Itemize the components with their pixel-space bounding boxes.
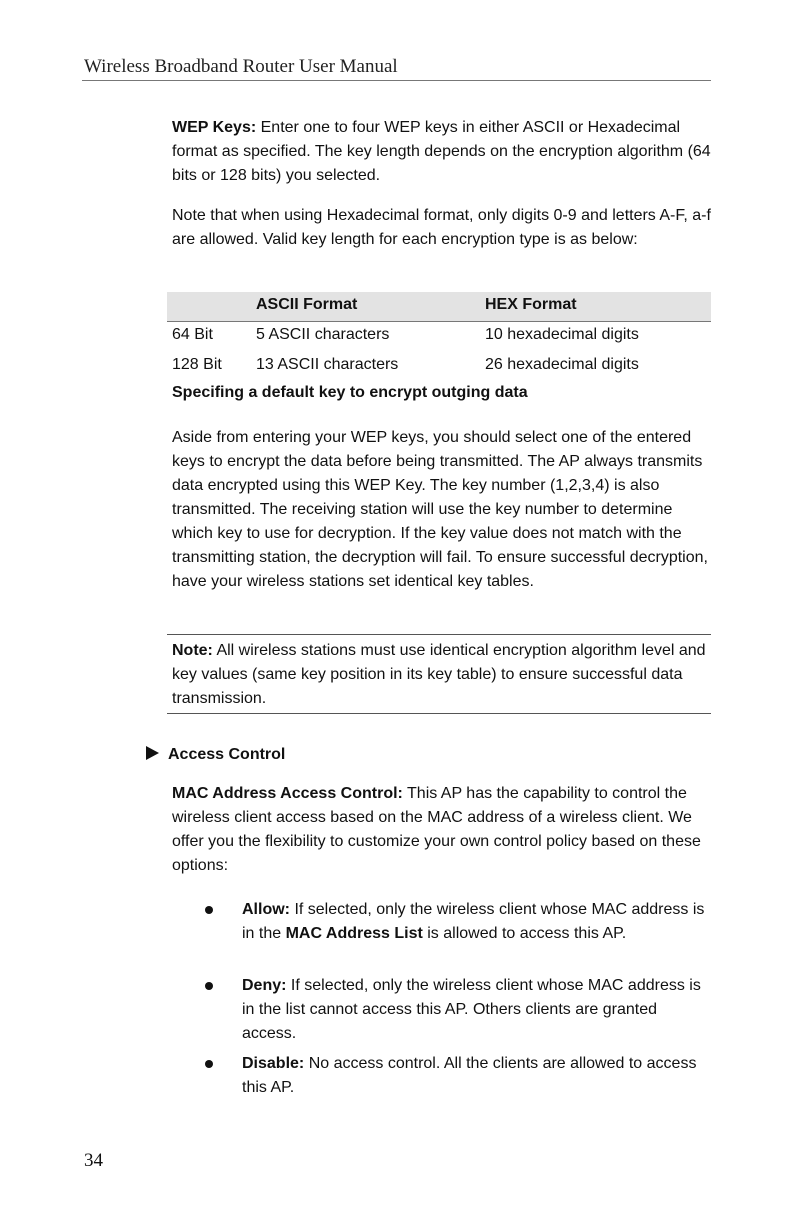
mac-access-paragraph [172,782,712,878]
table-header-cell: ASCII Format [256,296,358,313]
table-cell: 64 Bit [172,326,213,343]
mac-access-text: This AP has the capability to control the wireless client access based on the MAC address of a wireless client. We offer you the flexibility to customize your own control policy based on these options: [172,785,701,874]
table-row [167,322,711,352]
option-label: Allow: [242,901,290,918]
option-disable [242,1052,712,1100]
option-text: If selected, only the wireless client whose MAC address is in the [242,901,705,942]
triangle-bullet-icon [146,746,159,760]
wep-keys-paragraph [172,116,712,188]
access-control-heading [146,746,285,764]
option-text: is allowed to access this AP. [422,925,627,942]
table-cell: 10 hexadecimal digits [485,326,639,343]
note-box [167,634,711,714]
wep-keys-text: Enter one to four WEP keys in either ASCII or Hexadecimal format as specified. The key length depends on the encryption algorithm (64 bits or 128 bits) you selected. [172,119,711,184]
header-rule [82,80,711,81]
mac-access-label: MAC Address Access Control: [172,785,403,802]
note-label: Note: [172,642,213,659]
note-text: All wireless stations must use identical encryption algorithm level and key values (same key position in its key table) to ensure successful data transmission. [172,642,706,707]
default-key-paragraph: Aside from entering your WEP keys, you should select one of the entered keys to encrypt the data before being transmitted. The AP always transmits data encrypted using this WEP Key. The key number (1,2,3,4) is also transmitted. The receiving station will use the key number to determine which key to use for decryption. If the key value does not match with the transmitting station, the decryption will fail. To ensure successful decryption, have your wireless stations set identical key tables. [172,429,708,590]
option-text: If selected, only the wireless client whose MAC address is in the list cannot access this AP. Others clients are granted access. [242,977,701,1042]
option-allow [242,898,712,946]
table-header-row [167,292,711,322]
option-emphasis: MAC Address List [285,925,423,942]
table-cell: 5 ASCII characters [256,326,390,343]
page-number: 34 [84,1150,103,1171]
table-row [167,352,711,382]
wep-keys-label: WEP Keys: [172,119,257,136]
bullet-dot-icon [205,982,213,990]
option-text: No access control. All the clients are allowed to access this AP. [242,1055,697,1096]
table-cell: 13 ASCII characters [256,356,399,373]
access-control-title: Access Control [168,746,286,763]
default-key-heading: Specifing a default key to encrypt outging data [172,384,528,401]
option-label: Deny: [242,977,287,994]
table-cell: 26 hexadecimal digits [485,356,639,373]
key-length-table [167,292,711,382]
table-cell: 128 Bit [172,356,222,373]
hex-note-paragraph: Note that when using Hexadecimal format, only digits 0-9 and letters A-F, a-f are allowed. Valid key length for each encryption type is as below: [172,207,711,248]
bullet-dot-icon [205,906,213,914]
bullet-dot-icon [205,1060,213,1068]
option-label: Disable: [242,1055,305,1072]
note-paragraph [172,639,706,711]
option-deny [242,974,712,1046]
table-header-cell: HEX Format [485,296,577,313]
running-header: Wireless Broadband Router User Manual [84,56,398,77]
